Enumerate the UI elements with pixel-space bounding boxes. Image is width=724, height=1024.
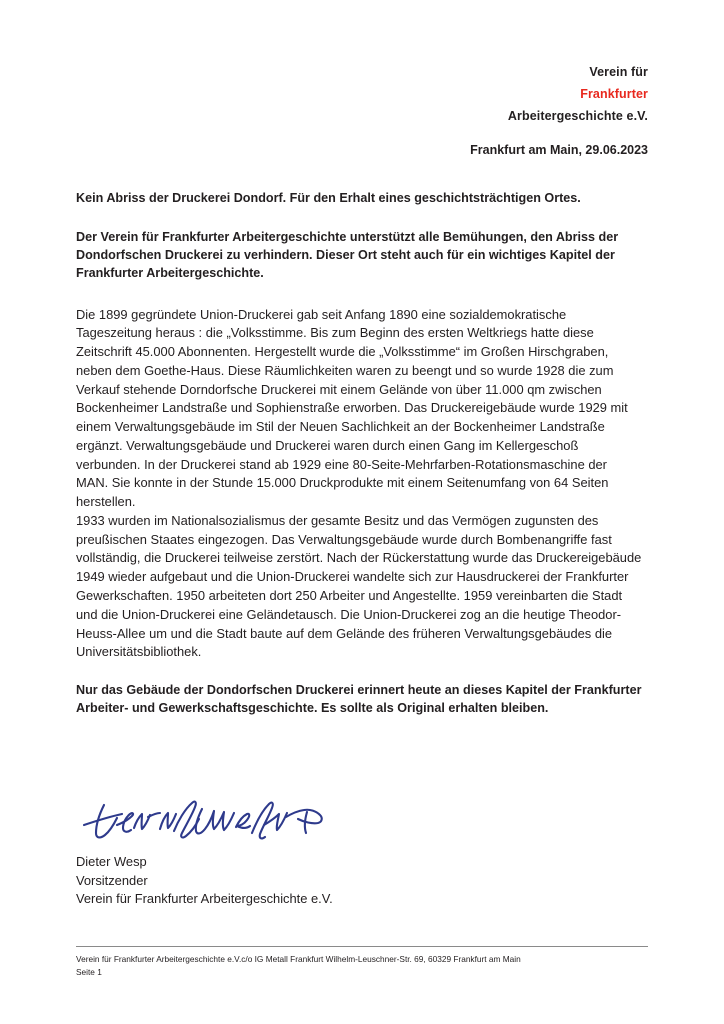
handwritten-signature-icon xyxy=(78,795,338,847)
body-paragraph-2: 1933 wurden im Nationalsozialismus der gesamte Besitz und das Vermögen zugunsten des preußischen Staates eingezogen. Das Verwaltungsgebäude wurde durch Bombenangriffe fast vollständig, die Druckerei teilweise zerstört. Nach der Rückerstattung wurde das Druckereigebäude 1949 wieder aufgebaut und die Union-Druckerei wandelte sich zur Hausdruckerei der Frankfurter Gewerkschaften. 1950 arbeiteten dort 250 Arbeiter und Angestellte. 1959 vereinbarten die Stadt und die Union-Druckerei eine Geländetausch. Die Union-Druckerei zog an die heutige Theodor-Heuss-Allee um und die Stadt baute auf dem Gelände des früheren Verwaltungsgebäudes die Universitätsbibliothek. xyxy=(76,512,642,660)
lead-paragraph: Der Verein für Frankfurter Arbeitergeschichte unterstützt alle Bemühungen, den Abriss der Dondorfschen Druckerei zu verhindern. Dieser Ort steht auch für ein wichtiges Kapitel der Frankfurter Arbeitergeschichte. xyxy=(76,229,619,280)
closing-paragraph: Nur das Gebäude der Dondorfschen Druckerei erinnert heute an dieses Kapitel der Frankfurter Arbeiter- und Gewerkschaftsgeschichte. Es sollte als Original erhalten bleiben. xyxy=(76,683,642,715)
subject-line: Kein Abriss der Druckerei Dondorf. Für den Erhalt eines geschichtsträchtigen Ortes. xyxy=(76,191,581,205)
signature-organisation: Verein für Frankfurter Arbeitergeschichte e.V. xyxy=(76,891,333,907)
letterhead-line-1: Verein für xyxy=(589,65,648,79)
signature-block xyxy=(76,795,476,909)
footer-address: Verein für Frankfurter Arbeitergeschichte e.V.c/o IG Metall Frankfurt Wilhelm-Leuschner-Str. 69, 60329 Frankfurt am Main xyxy=(76,954,521,965)
letterhead-line-2: Frankfurter xyxy=(580,86,648,101)
letterhead xyxy=(508,62,648,128)
signature-name: Dieter Wesp xyxy=(76,854,147,869)
signature-role: Vorsitzender xyxy=(76,872,148,888)
place-and-date: Frankfurt am Main, 29.06.2023 xyxy=(470,143,648,157)
page-footer xyxy=(76,946,648,978)
letter-body xyxy=(76,190,642,718)
footer-page-number: Seite 1 xyxy=(76,966,102,977)
letterhead-line-3: Arbeitergeschichte e.V. xyxy=(507,108,648,123)
body-paragraph-1: Die 1899 gegründete Union-Druckerei gab seit Anfang 1890 eine sozialdemokratische Tageszeitung heraus : die „Volksstimme. Bis zum Beginn des ersten Weltkriegs hatte diese Zeitschrift 45.000 Abonnenten. Hergestellt wurde die „Volksstimme“ im Großen Hirschgraben, neben dem Goethe-Haus. Diese Räumlichkeiten waren zu beengt und so wurde 1928 die zum Verkauf stehende Dorndorfsche Druckerei mit einem Gelände von über 11.000 qm zwischen Bockenheimer Landstraße und Sophienstraße erworben. Das Druckereigebäude wurde 1929 mit einem Verwaltungsgebäude im Stil der Neuen Sachlichkeit an der Bockenheimer Landstraße ergänzt. Verwaltungsgebäude und Druckerei waren durch einen Gang im Kellergeschoß verbunden. In der Druckerei stand ab 1929 eine 80-Seite-Mehrfarben-Rotationsmaschine der MAN. Sie konnte in der Stunde 15.000 Druckprodukte mit einem Seitenumfang von 64 Seiten herstellen. xyxy=(76,306,628,510)
